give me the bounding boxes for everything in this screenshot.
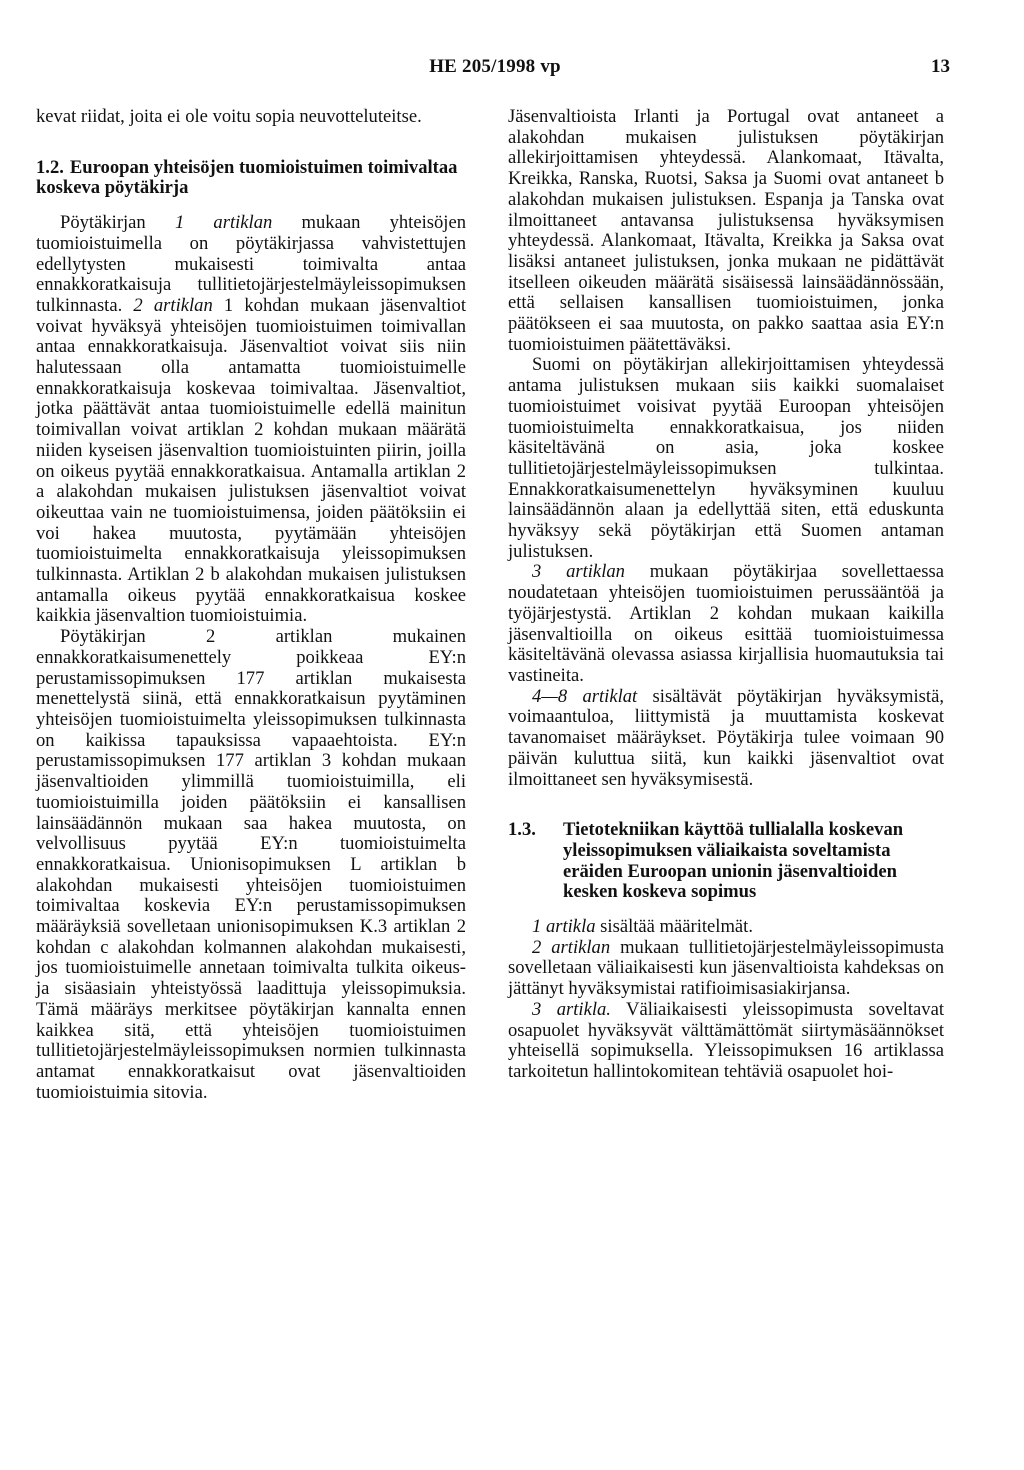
paragraph: Pöytäkirjan 2 artiklan mukainen ennakkoratkaisumenettely poikkeaa EY:n perustamissopimuksen 177 artiklan mukaisesta menettelystä siinä, että ennakkoratkaisun pyytäminen yhteisöjen tuomioistuimelta yleissopimuksen tulkinnasta on kaikissa tapauksissa vapaaehtoista. EY:n perustamissopimuksen 177 artiklan 3 kohdan mukaan jäsenvaltioiden ylimmillä tuomioistuimilla, eli tuomioistuimilla joiden päätöksiin ei kansallisen lainsäädännön mukaan saa hakea muutosta, on velvollisuus pyytää EY:n tuomioistuimelta ennakkoratkaisua. Unionisopimuksen L artiklan b alakohdan mukaisesti yhteisöjen tuomioistuimen toimivaltaa koskevia EY:n perustamissopimuksen määräyksiä sovelletaan unionisopimuksen K.3 artiklan 2 kohdan c alakohdan kolmannen alakohdan mukaisesti, jos tuomioistuimelle annetaan toimivalta tulkita oikeus- ja sisäasiain yhteistyössä laadittuja yleissopimuksia. Tämä määräys merkitsee pöytäkirjan kannalta ennen kaikkea sitä, että yhteisöjen tuomioistuimen tullitietojärjestelmäyleissopimuksen normien tulkinnasta antamat ennakkoratkaisut ovat jäsenvaltioiden tuomioistuimia sitovia. [36,626,466,1103]
section-heading-1-2 [36,158,466,199]
section-number: 1.2. [36,156,64,178]
running-header: HE 205/1998 vp [429,56,561,77]
paragraph: Jäsenvaltioista Irlanti ja Portugal ovat antaneet a alakohdan mukaisen julistuksen pöytäkirjan allekirjoittamisen yhteydessä. Alankomaat, Itävalta, Kreikka, Ranska, Ruotsi, Saksa ja Suomi ovat antaneet b alakohdan mukaisen julistuksen. Espanja ja Tanska ovat ilmoittaneet antavansa julistuksensa hyväksymisen yhteydessä. Alankomaat, Itävalta, Kreikka ja Saksa ovat lisäksi antaneet julistuksen, jonka mukaan ne pidättävät itselleen oikeuden määrätä sisäisessä lainsäädännössään, että sellaisen kansallisen tuomioistuimen, jonka päätökseen ei saa muutosta, on pakko saattaa asia EY:n tuomioistuimen päätettäväksi. [508,106,944,355]
page-number: 13 [931,56,950,77]
section-heading-1-3 [508,820,944,903]
paragraph: 3 artiklan mukaan pöytäkirjaa sovellettaessa noudatetaan yhteisöjen tuomioistuimen perussääntöä ja työjärjestystä. Artiklan 2 kohdan mukaan kaikilla jäsenvaltioilla on oikeus esittää tuomioistuimessa käsiteltävänä olevassa asiassa kirjallisia huomautuksia tai vastineita. [508,561,944,686]
section-title: Tietotekniikan käyttöä tullialalla koskevan yleissopimuksen väliaikaista soveltamista eräiden Euroopan unionin jäsenvaltioiden kesken koskeva sopimus [563,819,904,903]
section-number: 1.3. [508,819,536,841]
intro-paragraph: kevat riidat, joita ei ole voitu sopia neuvotteluteitse. [36,106,422,127]
section-title: Euroopan yhteisöjen tuomioistuimen toimivaltaa koskeva pöytäkirja [36,156,458,199]
left-column [36,107,466,1103]
paragraph: 3 artikla. Väliaikaisesti yleissopimusta soveltavat osapuolet hyväksyvät välttämättömät siirtymäsäännökset yhteisellä sopimuksella. Yleissopimuksen 16 artiklassa tarkoitetun hallintokomitean tehtäviä osapuolet hoi- [508,998,944,1082]
paragraph: Pöytäkirjan 1 artiklan mukaan yhteisöjen tuomioistuimella on pöytäkirjassa vahvistettujen edellytysten mukaisesti toimivalta antaa ennakkoratkaisuja tullitietojärjestelmäyleissopimuksen tulkinnasta. 2 artiklan 1 kohdan mukaan jäsenvaltiot voivat hyväksyä yhteisöjen tuomioistuimen toimivallan antaa ennakkoratkaisuja. Jäsenvaltiot voivat siis niin halutessaan olla antamatta tuomioistuimelle ennakkoratkaisuja koskevaa toimivaltaa. Jäsenvaltiot, jotka päättävät antaa tuomioistuimelle edellä mainitun toimivallan voivat artiklan 2 kohdan mukaan määrätä niiden kyseisen jäsenvaltion tuomioistuinten piirin, joilla on oikeus pyytää ennakkoratkaisua. Antamalla artiklan 2 a alakohdan mukaisen julistuksen jäsenvaltiot voivat oikeuttaa vain ne tuomioistuimensa, joiden päätöksiin ei voi hakea muutosta, pyytämään yhteisöjen tuomioistuimelta ennakkoratkaisuja yleissopimuksen tulkinnasta. Artiklan 2 b alakohdan mukaisen julistuksen antamalla oikeus pyytää ennakkoratkaisua koskee kaikkia jäsenvaltion tuomioistuimia. [36,212,467,627]
right-column [508,107,944,1083]
paragraph: 2 artiklan mukaan tullitietojärjestelmäyleissopimusta sovelletaan väliaikaisesti kun jäsenvaltioista kahdeksas on jättänyt hyväksymistai ratifioimisasiakirjansa. [508,936,944,1000]
paragraph: 4—8 artiklat sisältävät pöytäkirjan hyväksymistä, voimaantuloa, liittymistä ja muuttamista koskevat tavanomaiset määräykset. Pöytäkirja tulee voimaan 90 päivän kuluttua siitä, kun kaikki jäsenvaltiot ovat ilmoittaneet sen hyväksymisestä. [508,685,944,790]
paragraph: Suomi on pöytäkirjan allekirjoittamisen yhteydessä antama julistuksen mukaan siis kaikki suomalaiset tuomioistuimet voisivat pyytää Euroopan yhteisöjen tuomioistuimelta ennakkoratkaisua, jos niiden käsiteltävänä on asia, joka koskee tullitietojärjestelmäyleissopimuksen tulkintaa. Ennakkoratkaisumenettelyn hyväksyminen kuuluu lainsäädännön alaan ja edellyttää siten, että eduskunta hyväksyy sekä pöytäkirjan että Suomen antaman julistuksen. [508,354,944,562]
paragraph: 1 artikla sisältää määritelmät. [532,916,753,938]
